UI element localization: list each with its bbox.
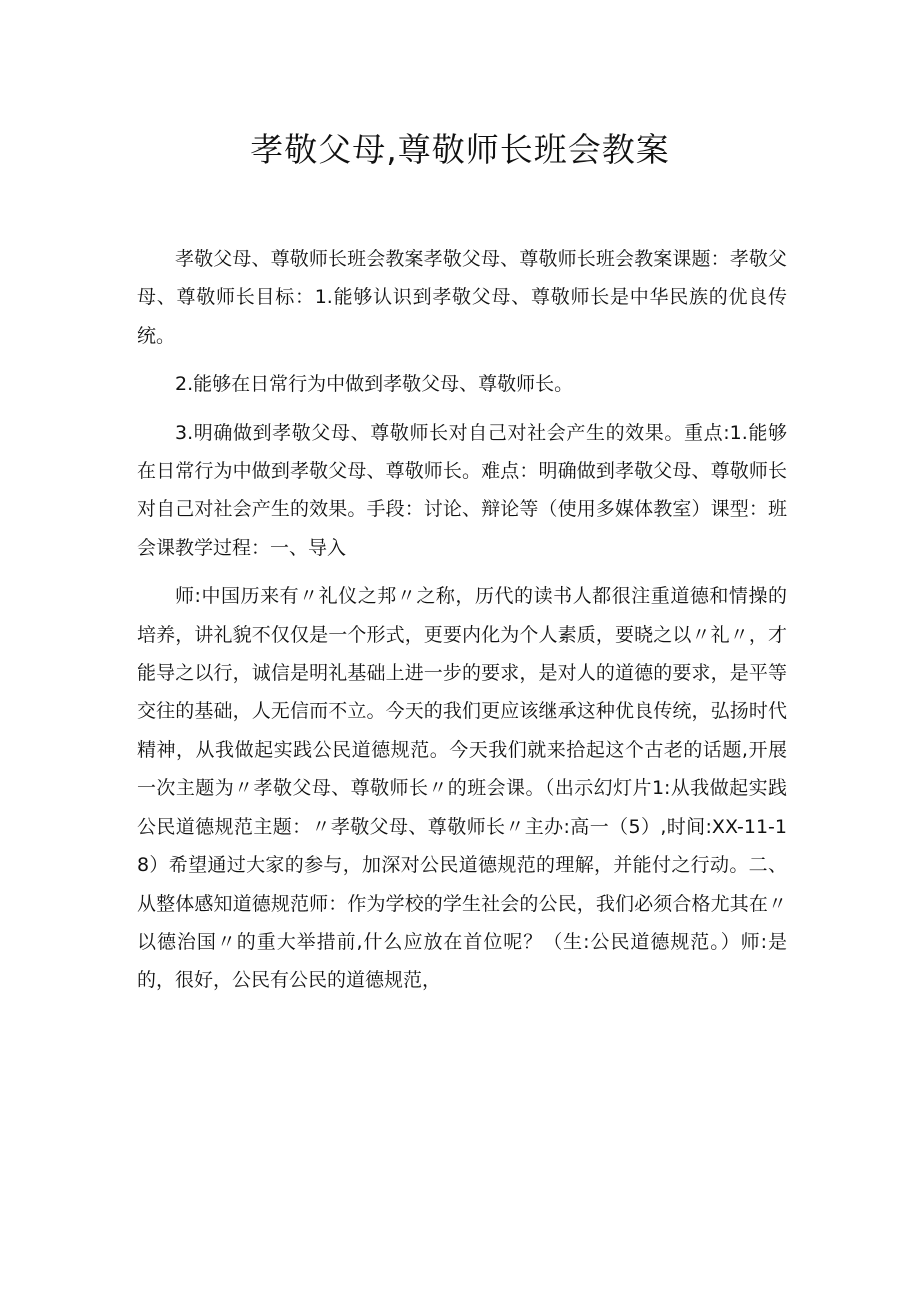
- document-title: 孝敬父母,尊敬师长班会教案: [250, 130, 670, 169]
- paragraph-objectives: 孝敬父母、尊敬师长班会教案孝敬父母、尊敬师长班会教案课题：孝敬父母、尊敬师长目标：1.能够认识到孝敬父母、尊敬师长是中华民族的优良传统。: [137, 248, 787, 347]
- paragraph-objective-3: 3.明确做到孝敬父母、尊敬师长对自己对社会产生的效果。重点:1.能够在日常行为中做到孝敬父母、尊敬师长。难点：明确做到孝敬父母、尊敬师长对自己对社会产生的效果。手段：讨论、辩论等（使用多媒体教室）课型：班会课教学过程：一、导入: [137, 421, 787, 559]
- paragraph-introduction: 师:中国历来有〃礼仪之邦〃之称，历代的读书人都很注重道德和情操的培养，讲礼貌不仅仅是一个形式，更要内化为个人素质，要晓之以〃礼〃，才能导之以行，诚信是明礼基础上进一步的要求，是对人的道德的要求，是平等交往的基础，人无信而不立。今天的我们更应该继承这种优良传统，弘扬时代精神，从我做起实践公民道德规范。今天我们就来拾起这个古老的话题,开展一次主题为〃孝敬父母、尊敬师长〃的班会课。（出示幻灯片1:从我做起实践公民道德规范主题：〃孝敬父母、尊敬师长〃主办:高一（5）,时间:XX-11-18）希望通过大家的参与，加深对公民道德规范的理解，并能付之行动。二、从整体感知道德规范师：作为学校的学生社会的公民，我们必须合格尤其在〃以德治国〃的重大举措前,什么应放在首位呢？（生:公民道德规范。）师:是的，很好，公民有公民的道德规范，: [137, 585, 787, 992]
- paragraph-objective-2: 2.能够在日常行为中做到孝敬父母、尊敬师长。: [175, 373, 574, 396]
- document-body: [137, 240, 787, 1010]
